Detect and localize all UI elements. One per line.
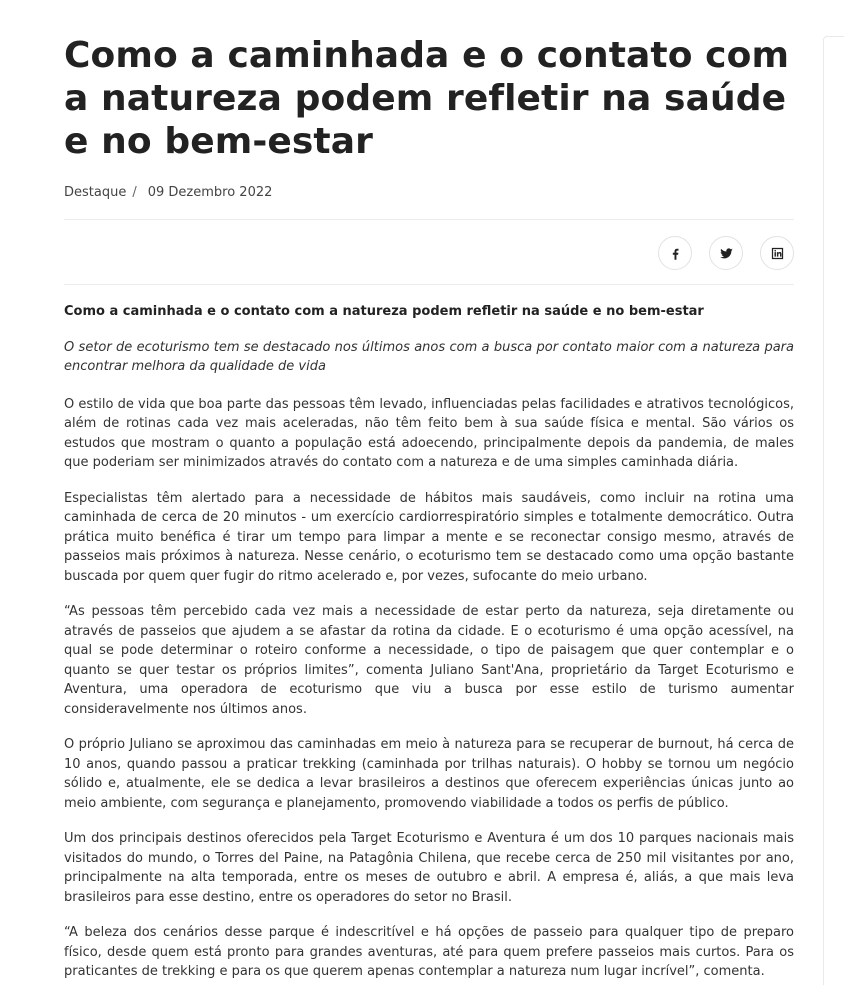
share-divider [64,284,794,285]
facebook-icon [668,246,683,261]
article-subtitle: Como a caminhada e o contato com a natureza podem refletir na saúde e no bem-estar [64,304,704,319]
body-paragraph: “As pessoas têm percebido cada vez mais a necessidade de estar perto da natureza, seja diretamente ou através de passeios que ajudem a se afastar da rotina da cidade. E o ecoturismo é uma opção acessível, na qual se pode determinar o roteiro conforme a necessidade, o tipo de paisagem que quer contemplar e o quanto se quer testar os próprios limites”, comenta Juliano Sant'Ana, proprietário da Target Ecoturismo e Aventura, uma operadora de ecoturismo que viu a busca por esse estilo de turismo aumentar consideravelmente nos últimos anos. [64,604,794,717]
share-facebook-button[interactable] [658,236,692,270]
article-meta [64,184,794,202]
meta-separator: / [132,185,137,200]
share-bar [64,220,794,284]
share-twitter-button[interactable] [709,236,743,270]
publish-date: 09 Dezembro 2022 [147,185,273,200]
article-title: Como a caminhada e o contato com a natureza podem refletir na saúde e no bem-estar [64,35,790,162]
article-intro: O setor de ecoturismo tem se destacado nos últimos anos com a busca por contato maior com a natureza para encontrar melhora da qualidade de vida [64,339,794,374]
body-paragraph: Especialistas têm alertado para a necessidade de hábitos mais saudáveis, como incluir na rotina uma caminhada de cerca de 20 minutos - um exercício cardiorrespiratório simples e totalmente democrático. Outra prática muito benéfica é tirar um tempo para limpar a mente e se reconectar consigo mesmo, através de passeios mais próximos à natureza. Nesse cenário, o ecoturismo tem se destacado como uma opção bastante buscada por quem quer fugir do ritmo acelerado e, por vezes, sufocante do meio urbano. [64,490,794,584]
body-paragraph: Um dos principais destinos oferecidos pela Target Ecoturismo e Aventura é um dos 10 parques nacionais mais visitados do mundo, o Torres del Paine, na Patagônia Chilena, que recebe cerca de 250 mil visitantes por ano, principalmente na alta temporada, entre os meses de outubro e abril. A empresa é, aliás, a que mais leva brasileiros para esse destino, entre os operadores do setor no Brasil. [64,831,794,905]
body-paragraph: O próprio Juliano se aproximou das caminhadas em meio à natureza para se recuperar de burnout, há cerca de 10 anos, quando passou a praticar trekking (caminhada por trilhas naturais). O hobby se tornou um negócio sólido e, atualmente, ele se dedica a levar brasileiros a destinos que oferecem experiências únicas junto ao meio ambiente, com segurança e planejamento, promovendo viabilidade a todos os perfis de público. [64,737,794,811]
sidebar-panel [823,36,844,985]
twitter-icon [719,246,734,261]
article-body [64,302,794,982]
category-link[interactable]: Destaque [64,185,127,200]
body-paragraph: “A beleza dos cenários desse parque é indescritível e há opções de passeio para qualquer tipo de preparo físico, desde quem está pronto para grandes aventuras, até para quem prefere passeios mais curtos. Para os praticantes de trekking e para os que querem apenas contemplar a natureza num lugar incrível”, comenta. [64,925,794,979]
share-linkedin-button[interactable] [760,236,794,270]
linkedin-icon [770,246,785,261]
body-paragraph: O estilo de vida que boa parte das pessoas têm levado, influenciadas pelas facilidades e atrativos tecnológicos, além de rotinas cada vez mais aceleradas, não têm feito bem à sua saúde física e mental. São vários os estudos que mostram o quanto a população está adoecendo, principalmente depois da pandemia, de males que poderiam ser minimizados através do contato com a natureza e de uma simples caminhada diária. [64,396,794,470]
article [64,34,794,985]
